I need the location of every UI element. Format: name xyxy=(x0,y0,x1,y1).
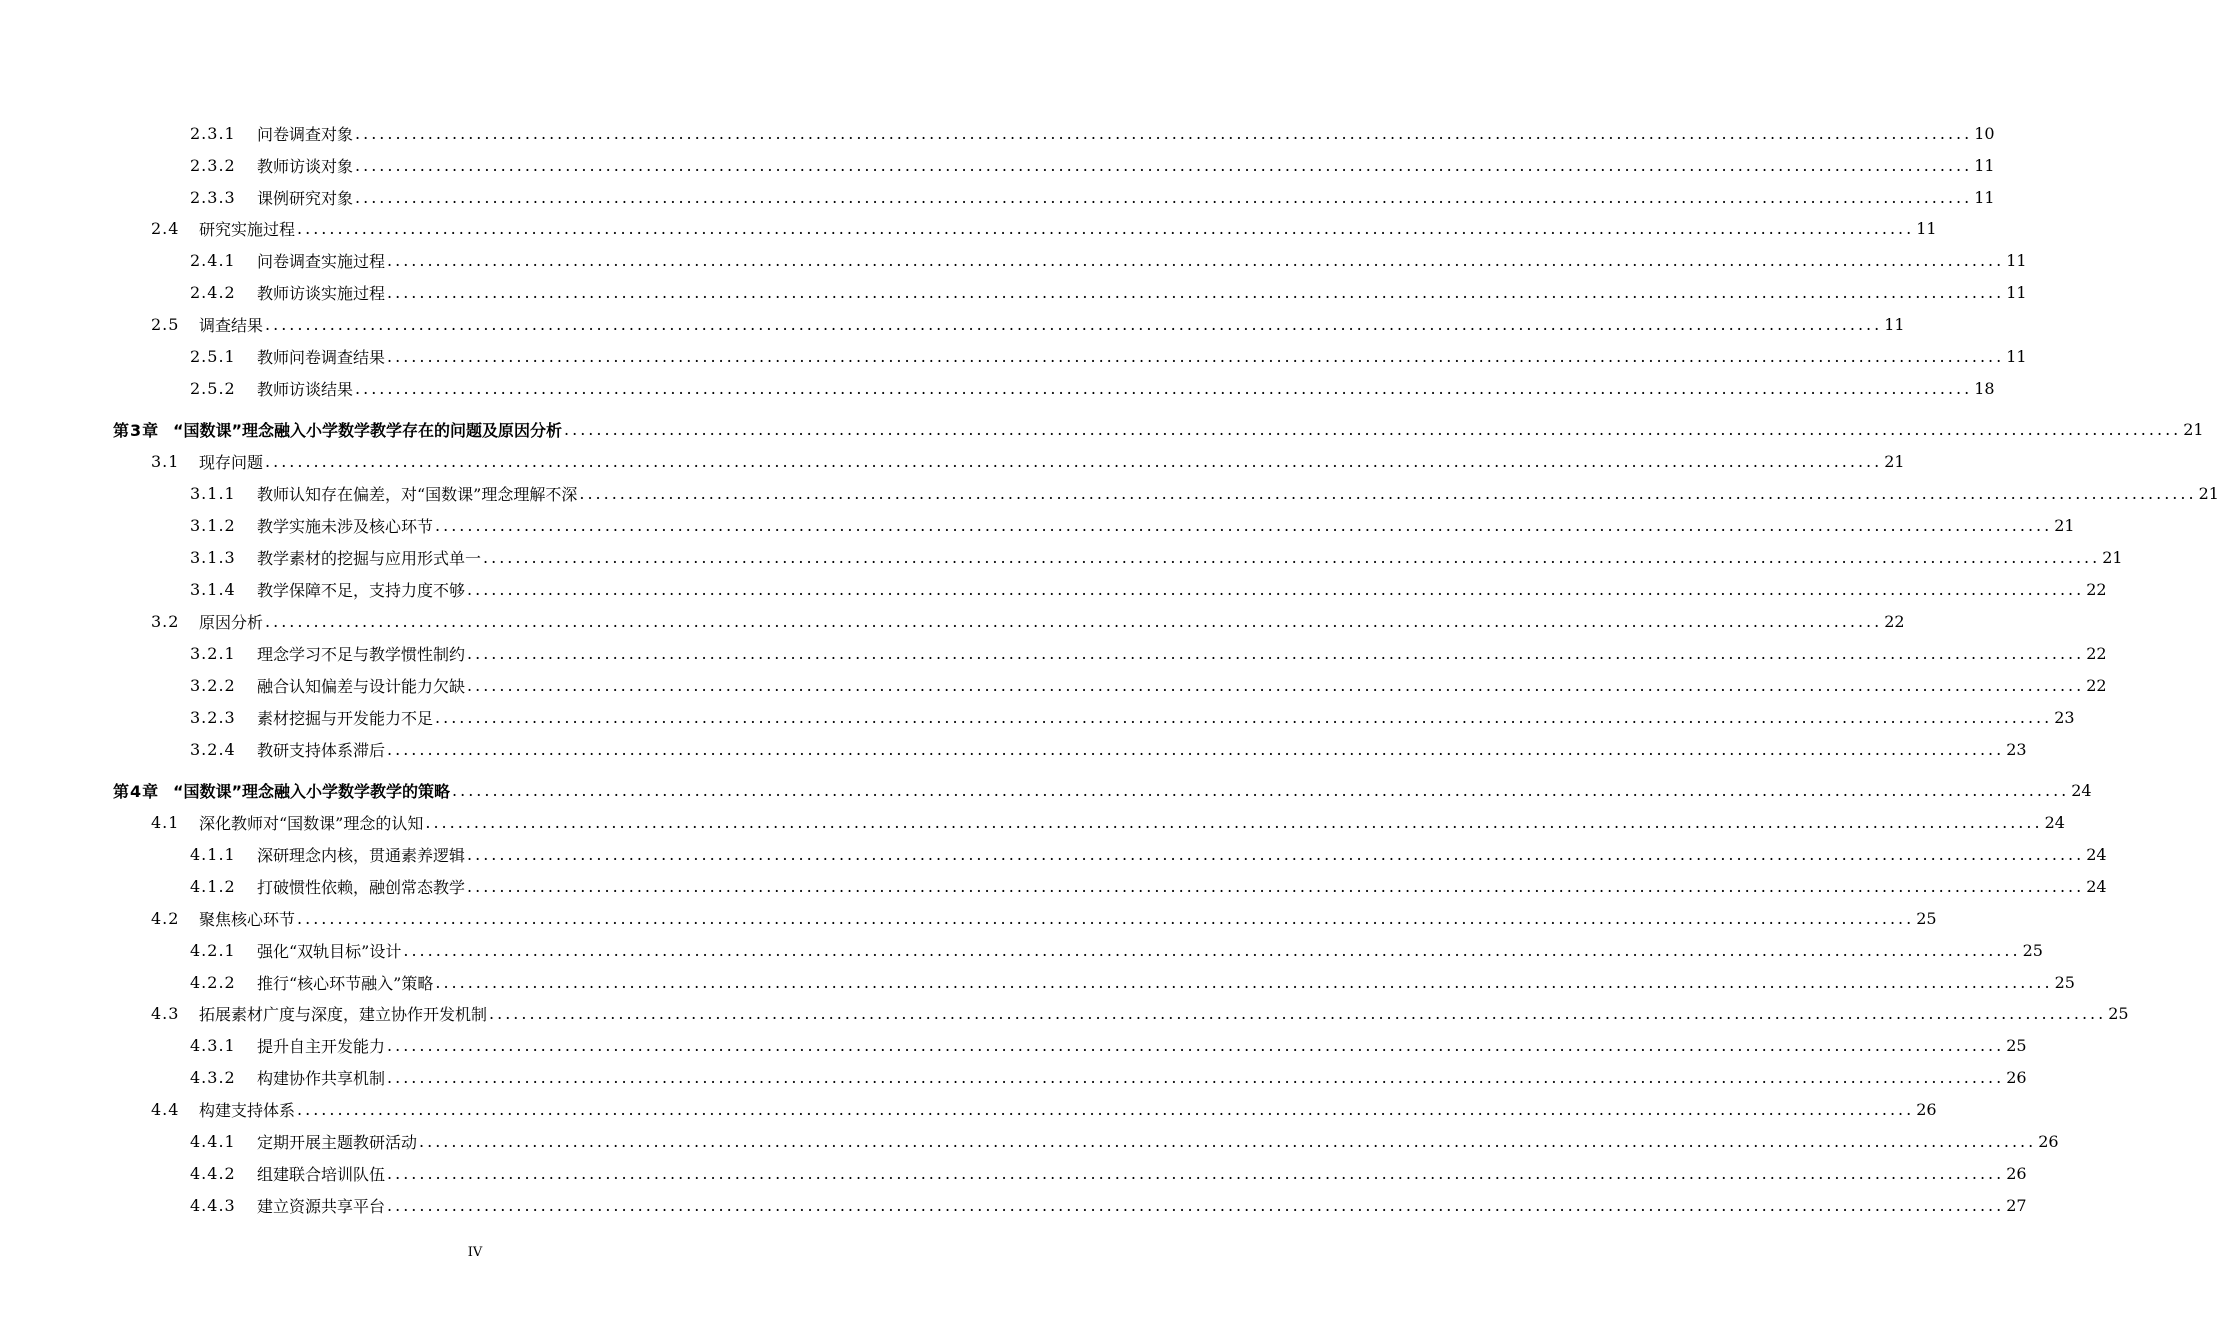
toc-entry[interactable] xyxy=(0,842,2107,866)
toc-entry-number: 3.1.1 xyxy=(190,483,236,503)
toc-entry-page: 26 xyxy=(2038,1131,2059,1151)
toc-entry[interactable] xyxy=(0,545,2123,569)
toc-leader-dots: ........................................................................................................................................................................................................ xyxy=(467,579,2085,599)
toc-entry-number: 3.1 xyxy=(151,451,180,471)
toc-leader-dots: ........................................................................................................................................................................................................ xyxy=(483,547,2101,567)
toc-entry-number: 3.2 xyxy=(151,611,180,631)
toc-entry-title: 研究实施过程 xyxy=(199,219,296,239)
toc-entry[interactable] xyxy=(0,970,2075,994)
toc-entry-title: “国数课”理念融入小学数学教学的策略 xyxy=(173,781,451,801)
toc-entry-title: 教师问卷调查结果 xyxy=(257,347,386,367)
toc-entry[interactable] xyxy=(0,810,2065,834)
toc-leader-dots: ........................................................................................................................................................................................................ xyxy=(467,643,2085,663)
toc-entry-page: 21 xyxy=(2198,483,2219,503)
toc-entry-number: 4.2.1 xyxy=(190,940,236,960)
toc-entry-page: 25 xyxy=(2108,1003,2129,1023)
toc-leader-dots: ........................................................................................................................................................................................................ xyxy=(467,675,2085,695)
toc-entry-number: 4.2.2 xyxy=(190,972,236,992)
toc-entry[interactable] xyxy=(0,280,2027,304)
toc-entry-title: 推行“核心环节融入”策略 xyxy=(257,973,434,993)
toc-entry[interactable] xyxy=(0,1001,2129,1025)
toc-leader-dots: ........................................................................................................................................................................................................ xyxy=(387,250,2005,270)
toc-entry-number: 4.1 xyxy=(151,812,180,832)
toc-entry-title: 素材挖掘与开发能力不足 xyxy=(257,708,434,728)
toc-entry-title: 融合认知偏差与设计能力欠缺 xyxy=(257,676,466,696)
toc-leader-dots: ........................................................................................................................................................................................................ xyxy=(355,155,1973,175)
toc-entry-title: 深研理念内核，贯通素养逻辑 xyxy=(257,845,466,865)
toc-entry[interactable] xyxy=(0,609,1905,633)
toc-entry-page: 22 xyxy=(2086,579,2107,599)
toc-leader-dots: ........................................................................................................................................................................................................ xyxy=(265,611,1883,631)
toc-entry-title: 提升自主开发能力 xyxy=(257,1036,386,1056)
toc-leader-dots: ........................................................................................................................................................................................................ xyxy=(435,972,2053,992)
toc-entry-number: 2.5.1 xyxy=(190,346,236,366)
toc-entry-title: 构建支持体系 xyxy=(199,1100,296,1120)
toc-entry[interactable] xyxy=(0,248,2027,272)
toc-leader-dots: ........................................................................................................................................................................................................ xyxy=(467,844,2085,864)
toc-chapter-entry[interactable] xyxy=(0,778,2092,802)
toc-entry[interactable] xyxy=(0,577,2107,601)
toc-entry-page: 21 xyxy=(2054,515,2075,535)
toc-entry-page: 23 xyxy=(2006,739,2027,759)
toc-entry[interactable] xyxy=(0,312,1905,336)
toc-leader-dots: ........................................................................................................................................................................................................ xyxy=(435,707,2053,727)
toc-entry-title: 理念学习不足与教学惯性制约 xyxy=(257,644,466,664)
toc-entry[interactable] xyxy=(0,1065,2027,1089)
toc-entry-page: 24 xyxy=(2086,876,2107,896)
toc-entry-number: 4.4.3 xyxy=(190,1195,236,1215)
toc-leader-dots: ........................................................................................................................................................................................................ xyxy=(265,314,1883,334)
toc-entry-page: 10 xyxy=(1974,123,1995,143)
toc-leader-dots: ........................................................................................................................................................................................................ xyxy=(387,346,2005,366)
toc-entry-title: 构建协作共享机制 xyxy=(257,1068,386,1088)
toc-entry-page: 18 xyxy=(1974,378,1995,398)
toc-leader-dots: ........................................................................................................................................................................................................ xyxy=(387,1163,2005,1183)
toc-entry[interactable] xyxy=(0,1097,1937,1121)
toc-entry[interactable] xyxy=(0,513,2075,537)
toc-entry-number: 4.4.2 xyxy=(190,1163,236,1183)
toc-entry-number: 4.3 xyxy=(151,1003,180,1023)
toc-entry-title: 课例研究对象 xyxy=(257,188,354,208)
toc-entry-number: 4.4.1 xyxy=(190,1131,236,1151)
toc-entry-title: 教师访谈结果 xyxy=(257,379,354,399)
toc-entry-page: 26 xyxy=(2006,1163,2027,1183)
toc-entry-page: 25 xyxy=(1916,908,1937,928)
toc-entry-number: 第3章 xyxy=(113,420,160,440)
toc-leader-dots: ........................................................................................................................................................................................................ xyxy=(387,1035,2005,1055)
toc-entry-number: 3.1.3 xyxy=(190,547,236,567)
toc-entry[interactable] xyxy=(0,705,2075,729)
toc-leader-dots: ........................................................................................................................................................................................................ xyxy=(265,451,1883,471)
toc-entry-number: 4.1.2 xyxy=(190,876,236,896)
toc-leader-dots: ........................................................................................................................................................................................................ xyxy=(355,187,1973,207)
toc-leader-dots: ........................................................................................................................................................................................................ xyxy=(564,419,2182,439)
toc-entry-title: 教研支持体系滞后 xyxy=(257,740,386,760)
toc-entry-number: 2.5 xyxy=(151,314,180,334)
toc-leader-dots: ........................................................................................................................................................................................................ xyxy=(297,218,1915,238)
toc-entry-number: 2.3.3 xyxy=(190,187,236,207)
toc-entry-page: 25 xyxy=(2022,940,2043,960)
toc-entry-number: 3.2.2 xyxy=(190,675,236,695)
toc-leader-dots: ........................................................................................................................................................................................................ xyxy=(425,812,2043,832)
toc-entry[interactable] xyxy=(0,1193,2027,1217)
toc-entry-number: 4.3.1 xyxy=(190,1035,236,1055)
toc-entry-title: 拓展素材广度与深度，建立协作开发机制 xyxy=(199,1004,488,1024)
toc-entry[interactable] xyxy=(0,481,2219,505)
toc-entry[interactable] xyxy=(0,874,2107,898)
toc-chapter-entry[interactable] xyxy=(0,417,2204,441)
toc-leader-dots: ........................................................................................................................................................................................................ xyxy=(489,1003,2107,1023)
toc-entry-title: 建立资源共享平台 xyxy=(257,1196,386,1216)
toc-entry-number: 2.4.2 xyxy=(190,282,236,302)
toc-entry-page: 11 xyxy=(2006,282,2027,302)
toc-entry-page: 25 xyxy=(2054,972,2075,992)
toc-entry-number: 4.1.1 xyxy=(190,844,236,864)
toc-entry-page: 11 xyxy=(2006,250,2027,270)
toc-entry-page: 22 xyxy=(2086,643,2107,663)
toc-entry-title: 聚焦核心环节 xyxy=(199,909,296,929)
toc-entry-number: 第4章 xyxy=(113,781,160,801)
toc-entry[interactable] xyxy=(0,737,2027,761)
toc-entry[interactable] xyxy=(0,121,1995,145)
toc-entry[interactable] xyxy=(0,938,2043,962)
toc-leader-dots: ........................................................................................................................................................................................................ xyxy=(355,123,1973,143)
toc-entry-page: 27 xyxy=(2006,1195,2027,1215)
toc-entry-number: 4.4 xyxy=(151,1099,180,1119)
toc-entry-number: 3.1.4 xyxy=(190,579,236,599)
toc-leader-dots: ........................................................................................................................................................................................................ xyxy=(435,515,2053,535)
toc-entry[interactable] xyxy=(0,216,1937,240)
toc-leader-dots: ........................................................................................................................................................................................................ xyxy=(452,780,2070,800)
toc-entry-title: 问卷调查实施过程 xyxy=(257,251,386,271)
toc-entry-page: 24 xyxy=(2044,812,2065,832)
toc-entry[interactable] xyxy=(0,153,1995,177)
toc-leader-dots: ........................................................................................................................................................................................................ xyxy=(419,1131,2037,1151)
toc-leader-dots: ........................................................................................................................................................................................................ xyxy=(403,940,2021,960)
toc-entry[interactable] xyxy=(0,906,1937,930)
toc-entry-page: 23 xyxy=(2054,707,2075,727)
toc-entry-number: 4.2 xyxy=(151,908,180,928)
toc-leader-dots: ........................................................................................................................................................................................................ xyxy=(355,378,1973,398)
toc-entry-title: 教师访谈对象 xyxy=(257,156,354,176)
toc-entry-number: 2.4.1 xyxy=(190,250,236,270)
toc-entry-title: 原因分析 xyxy=(199,612,264,632)
toc-entry-page: 22 xyxy=(1884,611,1905,631)
toc-entry-page: 21 xyxy=(2183,419,2204,439)
toc-entry-page: 25 xyxy=(2006,1035,2027,1055)
toc-entry-number: 3.1.2 xyxy=(190,515,236,535)
toc-entry-page: 24 xyxy=(2086,844,2107,864)
toc-entry[interactable] xyxy=(0,641,2107,665)
toc-entry-title: 强化“双轨目标”设计 xyxy=(257,941,402,961)
page-number: IV xyxy=(467,1245,483,1260)
toc-entry-title: 定期开展主题教研活动 xyxy=(257,1132,418,1152)
toc-entry[interactable] xyxy=(0,673,2107,697)
toc-entry-title: 调查结果 xyxy=(199,315,264,335)
toc-entry-page: 11 xyxy=(1974,155,1995,175)
toc-leader-dots: ........................................................................................................................................................................................................ xyxy=(297,1099,1915,1119)
toc-leader-dots: ........................................................................................................................................................................................................ xyxy=(579,483,2197,503)
toc-entry[interactable] xyxy=(0,344,2027,368)
toc-entry-page: 11 xyxy=(1916,218,1937,238)
toc-entry-title: 教师访谈实施过程 xyxy=(257,283,386,303)
toc-entry-page: 22 xyxy=(2086,675,2107,695)
toc-entry-title: “国数课”理念融入小学数学教学存在的问题及原因分析 xyxy=(173,420,563,440)
toc-entry-number: 2.3.1 xyxy=(190,123,236,143)
toc-entry-page: 21 xyxy=(2102,547,2123,567)
toc-entry-page: 21 xyxy=(1884,451,1905,471)
toc-entry[interactable] xyxy=(0,1033,2027,1057)
toc-leader-dots: ........................................................................................................................................................................................................ xyxy=(387,1067,2005,1087)
toc-entry[interactable] xyxy=(0,449,1905,473)
toc-leader-dots: ........................................................................................................................................................................................................ xyxy=(297,908,1915,928)
toc-entry-page: 11 xyxy=(1974,187,1995,207)
toc-entry-title: 教学实施未涉及核心环节 xyxy=(257,516,434,536)
toc-entry-number: 3.2.4 xyxy=(190,739,236,759)
toc-entry-title: 打破惯性依赖，融创常态教学 xyxy=(257,877,466,897)
toc-entry-number: 2.5.2 xyxy=(190,378,236,398)
toc-entry-title: 深化教师对“国数课”理念的认知 xyxy=(199,813,424,833)
toc-entry[interactable] xyxy=(0,376,1995,400)
toc-entry-number: 2.4 xyxy=(151,218,180,238)
toc-entry-title: 教学素材的挖掘与应用形式单一 xyxy=(257,548,482,568)
toc-entry-title: 教师认知存在偏差，对“国数课”理念理解不深 xyxy=(257,484,578,504)
toc-entry-page: 11 xyxy=(2006,346,2027,366)
toc-entry-page: 26 xyxy=(2006,1067,2027,1087)
toc-entry-page: 11 xyxy=(1884,314,1905,334)
toc-entry-number: 4.3.2 xyxy=(190,1067,236,1087)
toc-entry-title: 教学保障不足，支持力度不够 xyxy=(257,580,466,600)
toc-entry[interactable] xyxy=(0,1129,2059,1153)
toc-entry-page: 26 xyxy=(1916,1099,1937,1119)
toc-leader-dots: ........................................................................................................................................................................................................ xyxy=(387,1195,2005,1215)
toc-entry-title: 组建联合培训队伍 xyxy=(257,1164,386,1184)
toc-entry-number: 3.2.1 xyxy=(190,643,236,663)
toc-entry[interactable] xyxy=(0,185,1995,209)
toc-entry-number: 2.3.2 xyxy=(190,155,236,175)
toc-entry[interactable] xyxy=(0,1161,2027,1185)
toc-leader-dots: ........................................................................................................................................................................................................ xyxy=(467,876,2085,896)
toc-entry-title: 问卷调查对象 xyxy=(257,124,354,144)
toc-entry-number: 3.2.3 xyxy=(190,707,236,727)
toc-leader-dots: ........................................................................................................................................................................................................ xyxy=(387,282,2005,302)
toc-leader-dots: ........................................................................................................................................................................................................ xyxy=(387,739,2005,759)
toc-entry-page: 24 xyxy=(2071,780,2092,800)
toc-entry-title: 现存问题 xyxy=(199,452,264,472)
